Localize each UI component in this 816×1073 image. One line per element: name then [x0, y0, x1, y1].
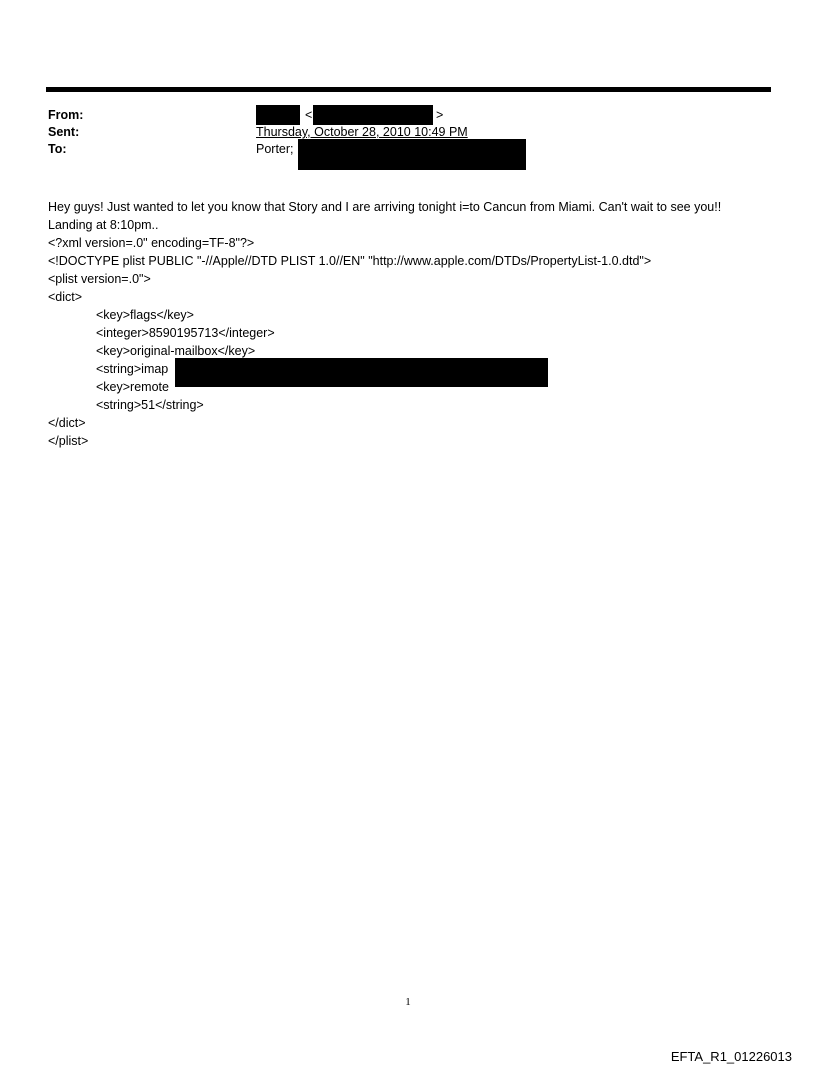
redaction-block — [175, 358, 548, 387]
page-number: 1 — [405, 996, 411, 1008]
sent-value: Thursday, October 28, 2010 10:49 PM — [256, 125, 468, 139]
from-open-bracket: < — [305, 108, 313, 122]
body-line: <!DOCTYPE plist PUBLIC "-//Apple//DTD PLIST 1.0//EN" "http://www.apple.com/DTDs/PropertyList-1.0.dtd"> — [48, 254, 652, 268]
body-line: <key>remote — [96, 380, 169, 394]
from-close-bracket: > — [436, 108, 444, 122]
redaction-block — [298, 139, 526, 170]
body-line: <?xml version=.0" encoding=TF-8"?> — [48, 236, 255, 250]
message-text: Hey guys! Just wanted to let you know that Story and I are arriving tonight i=to Cancun from Miami. Can't wait to see you!! Landing at 8:10pm.. — [48, 200, 722, 232]
body-line: </plist> — [48, 434, 89, 448]
to-value: Porter; — [256, 142, 294, 156]
to-label: To: — [48, 142, 67, 156]
sent-label: Sent: — [48, 125, 80, 139]
body-line: <integer>8590195713</integer> — [96, 326, 275, 340]
body-line: <key>flags</key> — [96, 308, 194, 322]
body-line: <dict> — [48, 290, 83, 304]
document-id: EFTA_R1_01226013 — [670, 1049, 792, 1064]
from-label: From: — [48, 108, 84, 122]
header-rule — [46, 87, 771, 92]
body-line: <plist version=.0"> — [48, 272, 151, 286]
body-line: </dict> — [48, 416, 86, 430]
body-line: <string>51</string> — [96, 398, 204, 412]
email-body — [48, 198, 768, 450]
body-line: <key>original-mailbox</key> — [96, 344, 256, 358]
body-line: <string>imap — [96, 362, 169, 376]
redaction-block — [256, 105, 300, 125]
redaction-block — [313, 105, 433, 125]
